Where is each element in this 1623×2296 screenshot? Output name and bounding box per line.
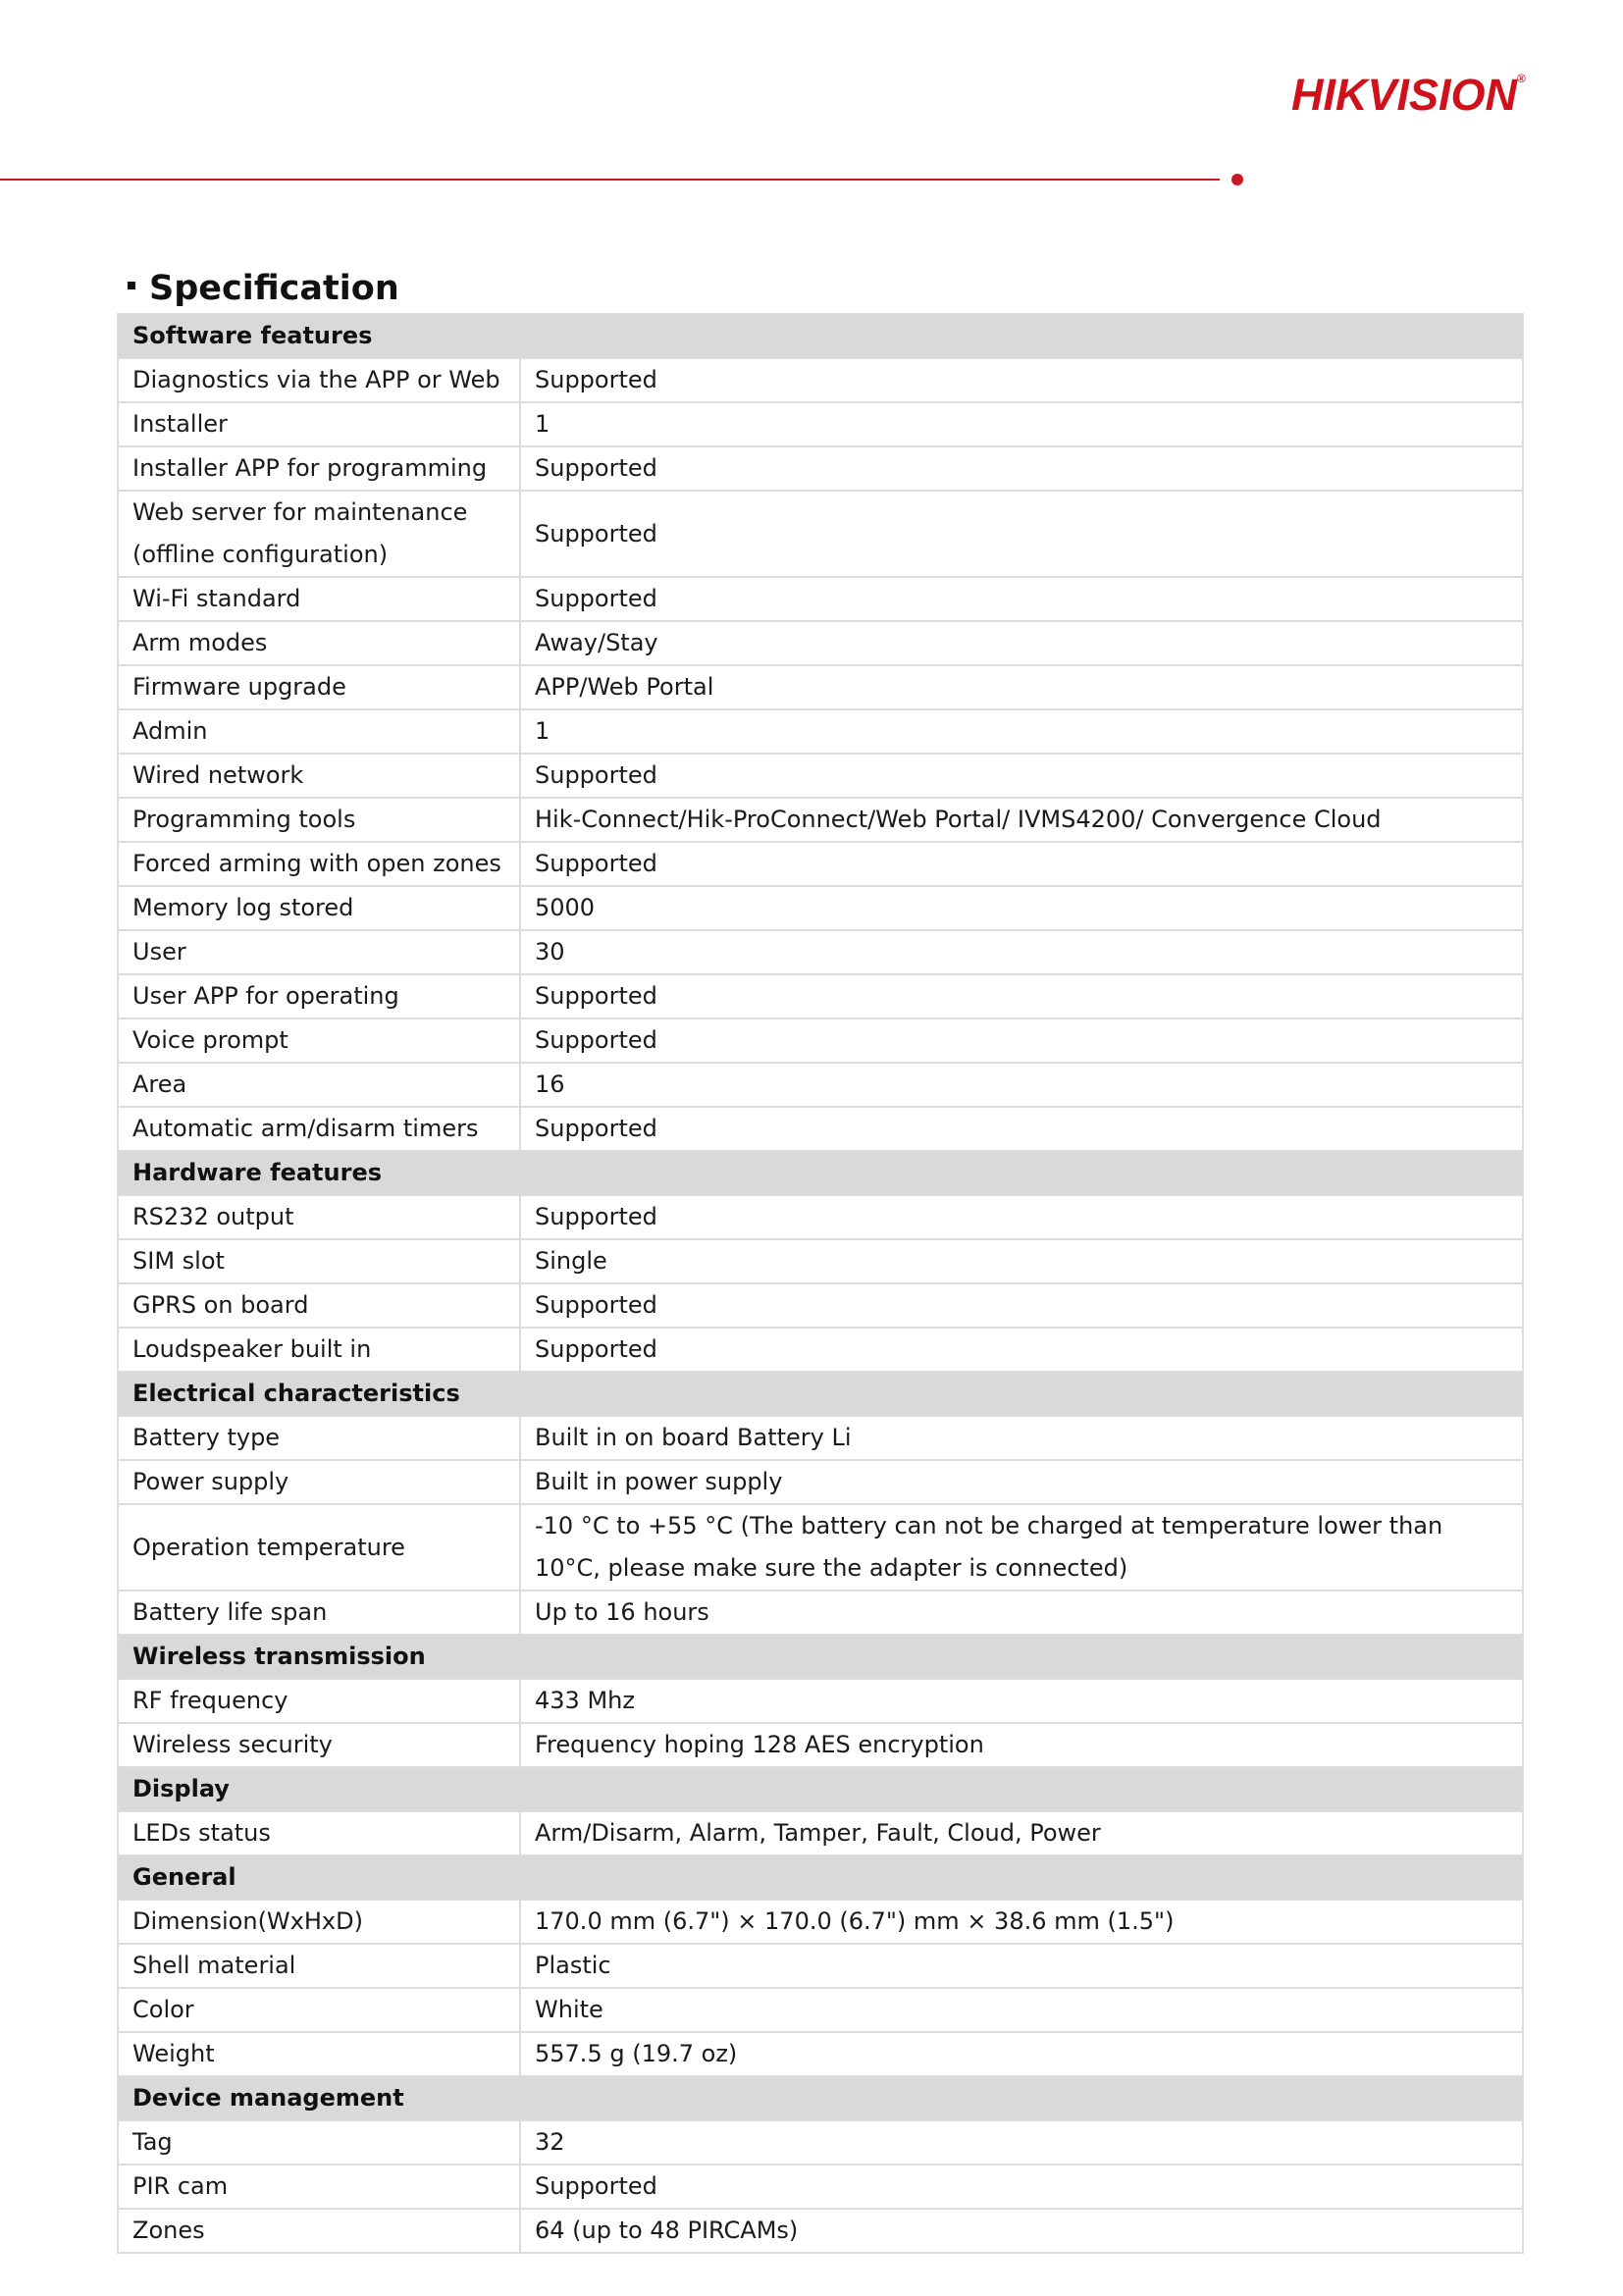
spec-label: Area	[118, 1063, 520, 1107]
spec-label: User	[118, 930, 520, 974]
spec-label: Dimension(WxHxD)	[118, 1900, 520, 1944]
spec-label: Weight	[118, 2032, 520, 2076]
spec-label: Wired network	[118, 754, 520, 798]
section-header-row	[118, 2076, 1523, 2120]
spec-label: Color	[118, 1988, 520, 2032]
spec-label: Diagnostics via the APP or Web	[118, 358, 520, 402]
spec-label: Zones	[118, 2209, 520, 2253]
spec-label: Arm modes	[118, 621, 520, 665]
spec-value: Supported	[520, 1018, 1523, 1063]
spec-value: -10 °C to +55 °C (The battery can not be charged at temperature lower than 10°C, please make sure the adapter is connected)	[520, 1504, 1523, 1591]
table-row	[118, 1723, 1523, 1767]
spec-table-body	[118, 314, 1523, 2253]
spec-label: Shell material	[118, 1944, 520, 1988]
spec-label: PIR cam	[118, 2165, 520, 2209]
spec-label: Automatic arm/disarm timers	[118, 1107, 520, 1151]
table-row	[118, 446, 1523, 491]
table-row	[118, 491, 1523, 577]
spec-label: Installer	[118, 402, 520, 446]
spec-label: Firmware upgrade	[118, 665, 520, 709]
spec-label: Admin	[118, 709, 520, 754]
table-row	[118, 621, 1523, 665]
table-row	[118, 1063, 1523, 1107]
table-row	[118, 577, 1523, 621]
spec-label: Operation temperature	[118, 1504, 520, 1591]
spec-value: 170.0 mm (6.7") × 170.0 (6.7") mm × 38.6 mm (1.5")	[520, 1900, 1523, 1944]
spec-label: Web server for maintenance (offline configuration)	[118, 491, 520, 577]
spec-value: Single	[520, 1239, 1523, 1283]
spec-value: Supported	[520, 2165, 1523, 2209]
spec-value: Plastic	[520, 1944, 1523, 1988]
table-row	[118, 798, 1523, 842]
spec-label: Loudspeaker built in	[118, 1328, 520, 1372]
spec-value: 64 (up to 48 PIRCAMs)	[520, 2209, 1523, 2253]
spec-value: 1	[520, 709, 1523, 754]
table-row	[118, 930, 1523, 974]
table-row	[118, 2032, 1523, 2076]
section-title: Display	[118, 1767, 1523, 1811]
spec-value: 557.5 g (19.7 oz)	[520, 2032, 1523, 2076]
table-row	[118, 709, 1523, 754]
table-row	[118, 1328, 1523, 1372]
section-header-row	[118, 1372, 1523, 1416]
section-header-row	[118, 1855, 1523, 1900]
table-row	[118, 2209, 1523, 2253]
table-row	[118, 1195, 1523, 1239]
spec-value: Away/Stay	[520, 621, 1523, 665]
spec-label: Installer APP for programming	[118, 446, 520, 491]
spec-value: Built in on board Battery Li	[520, 1416, 1523, 1460]
spec-value: Supported	[520, 1195, 1523, 1239]
table-row	[118, 1591, 1523, 1635]
spec-value: Supported	[520, 1328, 1523, 1372]
spec-value: Supported	[520, 491, 1523, 577]
section-title: Electrical characteristics	[118, 1372, 1523, 1416]
page-title-text: Specification	[149, 269, 399, 308]
spec-table	[117, 313, 1524, 2254]
spec-value: Supported	[520, 842, 1523, 886]
table-row	[118, 1460, 1523, 1504]
spec-value: 1	[520, 402, 1523, 446]
table-row	[118, 1811, 1523, 1855]
section-header-row	[118, 1767, 1523, 1811]
table-row	[118, 842, 1523, 886]
table-row	[118, 1239, 1523, 1283]
table-row	[118, 358, 1523, 402]
header-rule	[0, 179, 1220, 181]
table-row	[118, 665, 1523, 709]
spec-label: SIM slot	[118, 1239, 520, 1283]
table-row	[118, 1504, 1523, 1591]
heading-bullet-icon	[128, 282, 135, 289]
table-row	[118, 974, 1523, 1018]
spec-label: Forced arming with open zones	[118, 842, 520, 886]
logo-hik-text: HIK	[1291, 70, 1368, 120]
spec-value: Frequency hoping 128 AES encryption	[520, 1723, 1523, 1767]
table-row	[118, 402, 1523, 446]
table-row	[118, 886, 1523, 930]
spec-label: Memory log stored	[118, 886, 520, 930]
table-row	[118, 1283, 1523, 1328]
section-title: General	[118, 1855, 1523, 1900]
section-title: Wireless transmission	[118, 1635, 1523, 1679]
spec-label: Battery life span	[118, 1591, 520, 1635]
spec-value: Supported	[520, 358, 1523, 402]
spec-value: Supported	[520, 754, 1523, 798]
spec-value: 5000	[520, 886, 1523, 930]
spec-label: GPRS on board	[118, 1283, 520, 1328]
spec-value: 433 Mhz	[520, 1679, 1523, 1723]
spec-label: User APP for operating	[118, 974, 520, 1018]
spec-value: APP/Web Portal	[520, 665, 1523, 709]
spec-label: Power supply	[118, 1460, 520, 1504]
section-header-row	[118, 314, 1523, 358]
hikvision-logo	[1291, 70, 1526, 120]
page-title	[128, 269, 399, 308]
spec-label: Battery type	[118, 1416, 520, 1460]
spec-value: Hik-Connect/Hik-ProConnect/Web Portal/ IVMS4200/ Convergence Cloud	[520, 798, 1523, 842]
table-row	[118, 1416, 1523, 1460]
table-row	[118, 1107, 1523, 1151]
spec-value: Built in power supply	[520, 1460, 1523, 1504]
spec-label: RF frequency	[118, 1679, 520, 1723]
spec-value: Supported	[520, 446, 1523, 491]
table-row	[118, 2120, 1523, 2165]
section-title: Device management	[118, 2076, 1523, 2120]
spec-value: White	[520, 1988, 1523, 2032]
spec-label: Voice prompt	[118, 1018, 520, 1063]
header-rule-dot	[1231, 174, 1243, 185]
spec-value: Supported	[520, 1283, 1523, 1328]
section-header-row	[118, 1635, 1523, 1679]
spec-label: Tag	[118, 2120, 520, 2165]
spec-value: Supported	[520, 577, 1523, 621]
spec-value: Supported	[520, 1107, 1523, 1151]
spec-value: 16	[520, 1063, 1523, 1107]
table-row	[118, 1944, 1523, 1988]
spec-value: Up to 16 hours	[520, 1591, 1523, 1635]
spec-value: Supported	[520, 974, 1523, 1018]
spec-label: Wi-Fi standard	[118, 577, 520, 621]
spec-label: Programming tools	[118, 798, 520, 842]
table-row	[118, 1900, 1523, 1944]
table-row	[118, 2165, 1523, 2209]
spec-value: 30	[520, 930, 1523, 974]
table-row	[118, 1018, 1523, 1063]
table-row	[118, 754, 1523, 798]
table-row	[118, 1679, 1523, 1723]
spec-label: RS232 output	[118, 1195, 520, 1239]
spec-value: 32	[520, 2120, 1523, 2165]
logo-registered-mark: ®	[1517, 72, 1526, 85]
spec-value: Arm/Disarm, Alarm, Tamper, Fault, Cloud, Power	[520, 1811, 1523, 1855]
spec-label: LEDs status	[118, 1811, 520, 1855]
section-title: Hardware features	[118, 1151, 1523, 1195]
section-title: Software features	[118, 314, 1523, 358]
table-row	[118, 1988, 1523, 2032]
section-header-row	[118, 1151, 1523, 1195]
logo-vision-text: VISION	[1367, 70, 1518, 120]
spec-label: Wireless security	[118, 1723, 520, 1767]
